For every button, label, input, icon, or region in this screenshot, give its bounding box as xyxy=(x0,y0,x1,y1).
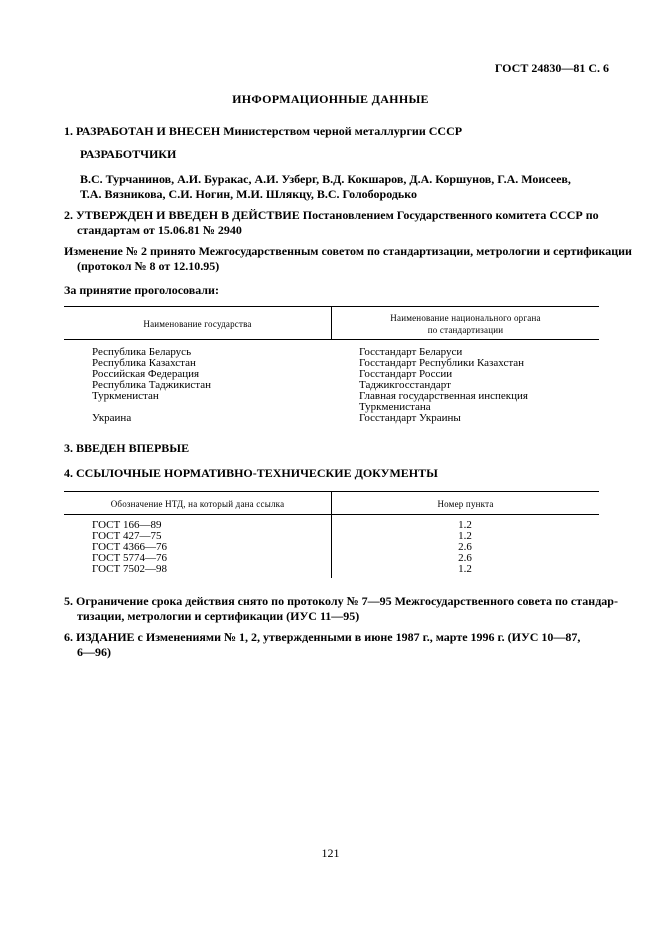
developers-heading: РАЗРАБОТЧИКИ xyxy=(80,147,177,161)
table-2-col-2-header: Номер пункта xyxy=(437,499,494,509)
item-6-line-1: 6. ИЗДАНИЕ с Изменениями № 1, 2, утвержденными в июне 1987 г., марте 1996 г. (ИУС 10—87, xyxy=(64,630,581,644)
table-2-points xyxy=(445,520,485,575)
table-row: Госстандарт Беларуси xyxy=(359,346,463,358)
item-4: 4. ССЫЛОЧНЫЕ НОРМАТИВНО-ТЕХНИЧЕСКИЕ ДОКУМЕНТЫ xyxy=(64,466,438,480)
table-row: Госстандарт Республики Казахстан xyxy=(359,357,525,369)
item-6-line-2: 6—96) xyxy=(77,645,111,659)
document-header: ГОСТ 24830—81 С. 6 xyxy=(494,61,609,75)
table-1-bodies xyxy=(359,347,528,424)
item-5-line-2: тизации, метрологии и сертификации (ИУС 11—95) xyxy=(77,609,360,623)
table-row: Республика Казахстан xyxy=(92,357,196,369)
item-6 xyxy=(64,630,609,660)
voted-label: За принятие проголосовали: xyxy=(64,283,219,297)
developers-line-2: Т.А. Вязникова, С.И. Ногин, М.И. Шлякцу, В.С. Голобородько xyxy=(80,187,418,201)
table-row: ГОСТ 5774—76 xyxy=(92,552,167,564)
developers-line-1: В.С. Турчанинов, А.И. Буракас, А.И. Узберг, В.Д. Кокшаров, Д.А. Коршунов, Г.А. Моисеев, xyxy=(80,172,571,186)
table-row: Республика Беларусь xyxy=(92,346,192,358)
table-row: ГОСТ 427—75 xyxy=(92,530,162,542)
table-row: Туркменистана xyxy=(359,401,431,413)
section-title: ИНФОРМАЦИОННЫЕ ДАННЫЕ xyxy=(232,92,429,106)
developers-list xyxy=(80,172,600,202)
table-2-docs xyxy=(92,520,167,575)
table-1-col-2-header-line-1: Наименование национального органа xyxy=(390,313,541,323)
table-row: Госстандарт России xyxy=(359,368,453,380)
table-row: 2.6 xyxy=(458,541,472,553)
table-row: 1.2 xyxy=(458,563,472,575)
table-row: ГОСТ 4366—76 xyxy=(92,541,167,553)
item-1: 1. РАЗРАБОТАН И ВНЕСЕН Министерством черной металлургии СССР xyxy=(64,124,463,138)
change-line-2: (протокол № 8 от 12.10.95) xyxy=(77,259,220,273)
table-row: Российская Федерация xyxy=(92,368,200,380)
table-row: Туркменистан xyxy=(92,390,159,402)
table-row: 1.2 xyxy=(458,519,472,531)
page-number: 121 xyxy=(321,846,340,860)
table-row: Госстандарт Украины xyxy=(359,412,461,424)
table-1-col-1-header: Наименование государства xyxy=(143,319,252,329)
table-row: ГОСТ 166—89 xyxy=(92,519,162,531)
item-2-line-2: стандартам от 15.06.81 № 2940 xyxy=(77,223,242,237)
table-row: ГОСТ 7502—98 xyxy=(92,563,167,575)
table-1-col-2-header-line-2: по стандартизации xyxy=(427,325,504,335)
item-2 xyxy=(64,208,604,238)
table-row: Украина xyxy=(92,412,132,424)
item-5 xyxy=(64,594,618,624)
table-1-header-rule xyxy=(64,339,599,340)
table-1-col-2-header xyxy=(332,312,599,336)
table-row: Главная государственная инспекция xyxy=(359,390,528,402)
table-row: 1.2 xyxy=(458,530,472,542)
table-row: Таджикгосстандарт xyxy=(359,379,451,391)
table-row: Республика Таджикистан xyxy=(92,379,211,391)
item-5-line-1: 5. Ограничение срока действия снято по протоколу № 7—95 Межгосударственного совета по стандар- xyxy=(64,594,618,608)
item-2-line-1: 2. УТВЕРЖДЕН И ВВЕДЕН В ДЕЙСТВИЕ Постановлением Государственного комитета СССР по xyxy=(64,208,599,222)
change-line-1: Изменение № 2 принято Межгосударственным советом по стандартизации, метрологии и сертификации xyxy=(64,244,632,258)
change-note xyxy=(64,244,632,274)
table-2-header-rule xyxy=(64,514,599,515)
table-2-col-1-header: Обозначение НТД, на который дана ссылка xyxy=(110,499,285,509)
table-1-states xyxy=(92,347,211,424)
item-3: 3. ВВЕДЕН ВПЕРВЫЕ xyxy=(64,441,190,455)
table-row: 2.6 xyxy=(458,552,472,564)
